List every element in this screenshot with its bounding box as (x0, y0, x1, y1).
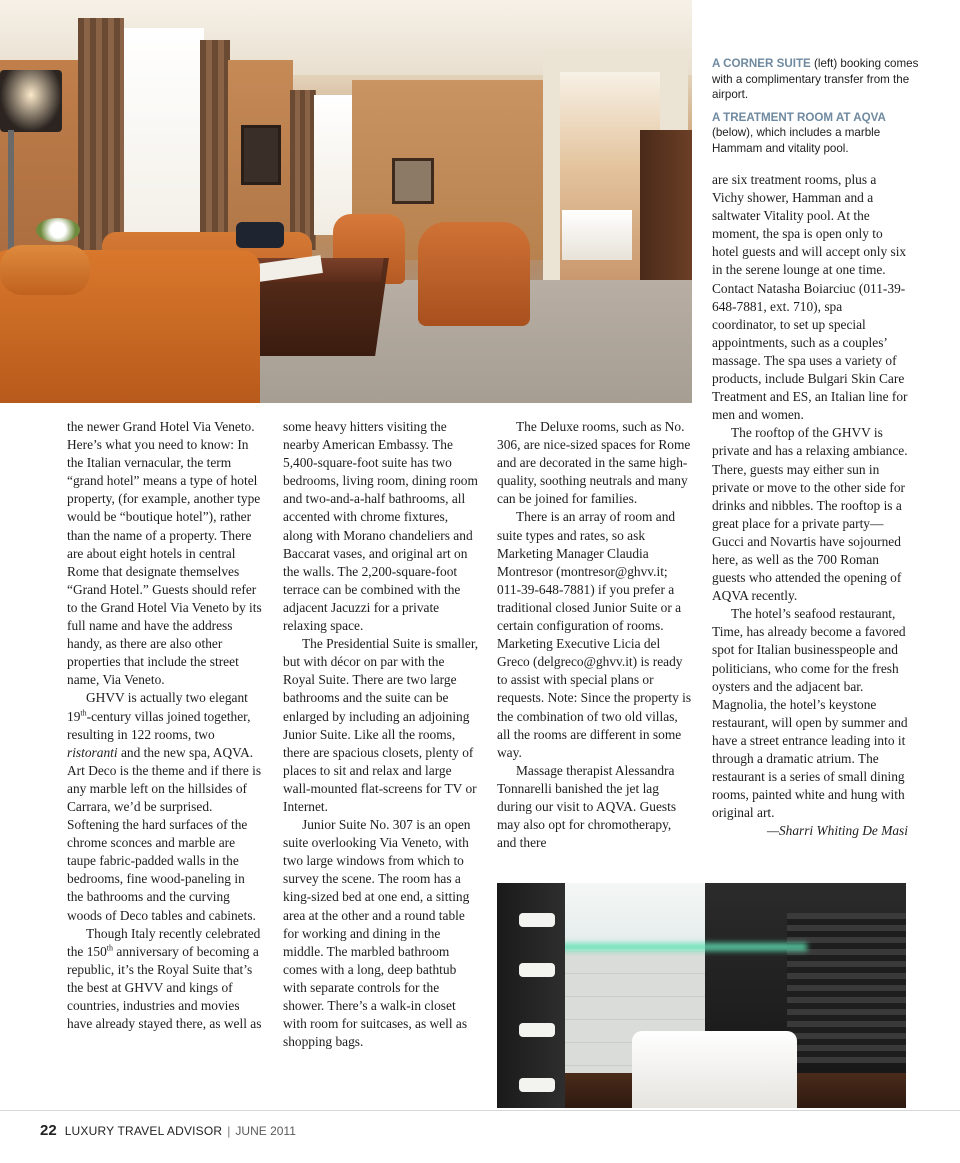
paragraph: The rooftop of the GHVV is private and has a relaxing ambiance. There, guests may either sun in private or move to the other side for drinks and nibbles. The rooftop is a great place for a private party—Gucci and Novartis have sojourned here, as well as the 700 Roman guests who attended the opening of AQVA recently. (712, 425, 908, 604)
paragraph: some heavy hitters visiting the nearby American Embassy. The 5,400-square-foot suite has two bedrooms, living room, dining room and two-and-a-half bathrooms, all accented with chrome fixtures, along with Morano chandeliers and Baccarat vases, and original art on the walls. The 2,200-square-foot terrace can be combined with the adjacent Jacuzzi for a private relaxing space. (283, 419, 478, 634)
travel-bag (236, 222, 284, 248)
wall-painting (241, 125, 281, 185)
paragraph: There is an array of room and suite types and rates, so ask Marketing Manager Claudia Montresor (montresor@ghvv.it; 011-39-648-7881) if you prefer a traditional closed Junior Suite or a certain configuration of rooms. Marketing Executive Licia del Greco (delgreco@ghvv.it) is ready to assist with special plans or requests. Note: Since the property is the combination of two old villas, all the rooms are different in some way. (497, 509, 692, 760)
article-column-4 (712, 171, 908, 840)
paragraph: The Deluxe rooms, such as No. 306, are nice-sized spaces for Rome and are decorated in the same high-quality, soothing neutrals and many can be joined for families. (497, 419, 691, 507)
caption-head: A CORNER SUITE (712, 57, 811, 70)
bed (562, 210, 632, 260)
photo-caption (712, 56, 922, 163)
armchair (418, 222, 530, 326)
page-footer (40, 1122, 296, 1139)
paragraph: The hotel’s seafood restaurant, Time, has already become a favored spot for Italian businesspeople and politicians, who come for the fresh oysters and the adjacent bar. Magnolia, the hotel’s keystone restaurant, will open by summer and have a street entrance leading into it through a dramatic atrium. The restaurant is a series of small dining rooms, painted white and hung with original art. (712, 606, 908, 821)
issue-date: JUNE 2011 (235, 1124, 296, 1138)
floor-lamp (0, 70, 62, 132)
caption-treatment-room: A TREATMENT ROOM AT AQVA (below), which includes a marble Hammam and vitality pool. (712, 110, 886, 155)
caption-head: A TREATMENT ROOM AT AQVA (712, 110, 886, 124)
page-number: 22 (40, 1122, 57, 1139)
paragraph: Junior Suite No. 307 is an open suite overlooking Via Veneto, with two large windows from which to survey the scene. The room has a king-sized bed at one end, a sitting area at the other and a round table for working and dining in the middle. The marbled bathroom comes with a long, deep bathtub with separate controls for the shower. There’s a walk-in closet with room for suitcases, as well as shopping bags. (283, 817, 471, 1050)
paragraph: The Presidential Suite is smaller, but with décor on par with the Royal Suite. There are two large bathrooms and the suite can be enlarged by including an adjoining Junior Suite. Like all the rooms, there are spacious closets, plenty of places to sit and relax and large wall-mounted flat-screens for TV or Internet. (283, 636, 479, 814)
article-column-1 (67, 418, 263, 1033)
paragraph: the newer Grand Hotel Via Veneto. Here’s what you need to know: In the Italian vernacular, the term “grand hotel” means a type of hotel property, (for example, another type would be “boutique hotel”), rather than the name of a property. There are about eight hotels in central Rome that designate themselves “Grand Hotel.” Guests should refer to the Grand Hotel Via Veneto by its full name and have the address handy, as there are also other properties that include the street name, Via Veneto. (67, 419, 262, 688)
article-column-3 (497, 418, 693, 852)
paragraph: Massage therapist Alessandra Tonnarelli banished the jet lag during our visit to AQVA. Guests may also opt for chromotherapy, and there (497, 762, 677, 851)
paragraph: are six treatment rooms, plus a Vichy shower, Hamman and a saltwater Vitality pool. At the moment, the spa is open only to hotel guests and will accept only six in the serene lounge at one time. Contact Natasha Boiarciuc (011-39-648-7881, ext. 710), spa coordinator, to set up special appointments, such as a couples’ massage. The spa uses a variety of products, include Bulgari Skin Care Treatment and ES, an Italian line for men and women. (712, 172, 908, 423)
author-byline: —Sharri Whiting De Masi (767, 823, 908, 839)
flower-vase (36, 218, 80, 242)
corner-suite-photo (0, 0, 692, 403)
article-column-2 (283, 418, 479, 1051)
treatment-room-photo (497, 883, 906, 1108)
footer-separator: | (227, 1124, 231, 1138)
footer-divider (0, 1110, 960, 1111)
magazine-name: LUXURY TRAVEL ADVISOR (64, 1124, 223, 1138)
caption-corner-suite: A CORNER SUITE (left) booking comes with a complimentary transfer from the airport. (712, 57, 919, 101)
paragraph: GHVV is actually two elegant 19th-century villas joined together, resulting in 122 rooms, two ristoranti and the new spa, AQVA. Art Deco is the theme and if there is any marble left on the hillsides of Carrara, we’d be surprised. Softening the hard surfaces of the chrome sconces and marble are taupe fabric-padded walls in the bedrooms, fine wood-paneling in the bathrooms and the curving woods of Deco tables and cabinets. (67, 690, 262, 923)
paragraph: Though Italy recently celebrated the 150th anniversary of becoming a republic, it’s the Royal Suite that’s the best at GHVV and kings of countries, industries and movies have already stayed there, as well as (67, 925, 262, 1032)
wall-mirror (392, 158, 434, 204)
massage-table (632, 1031, 797, 1108)
